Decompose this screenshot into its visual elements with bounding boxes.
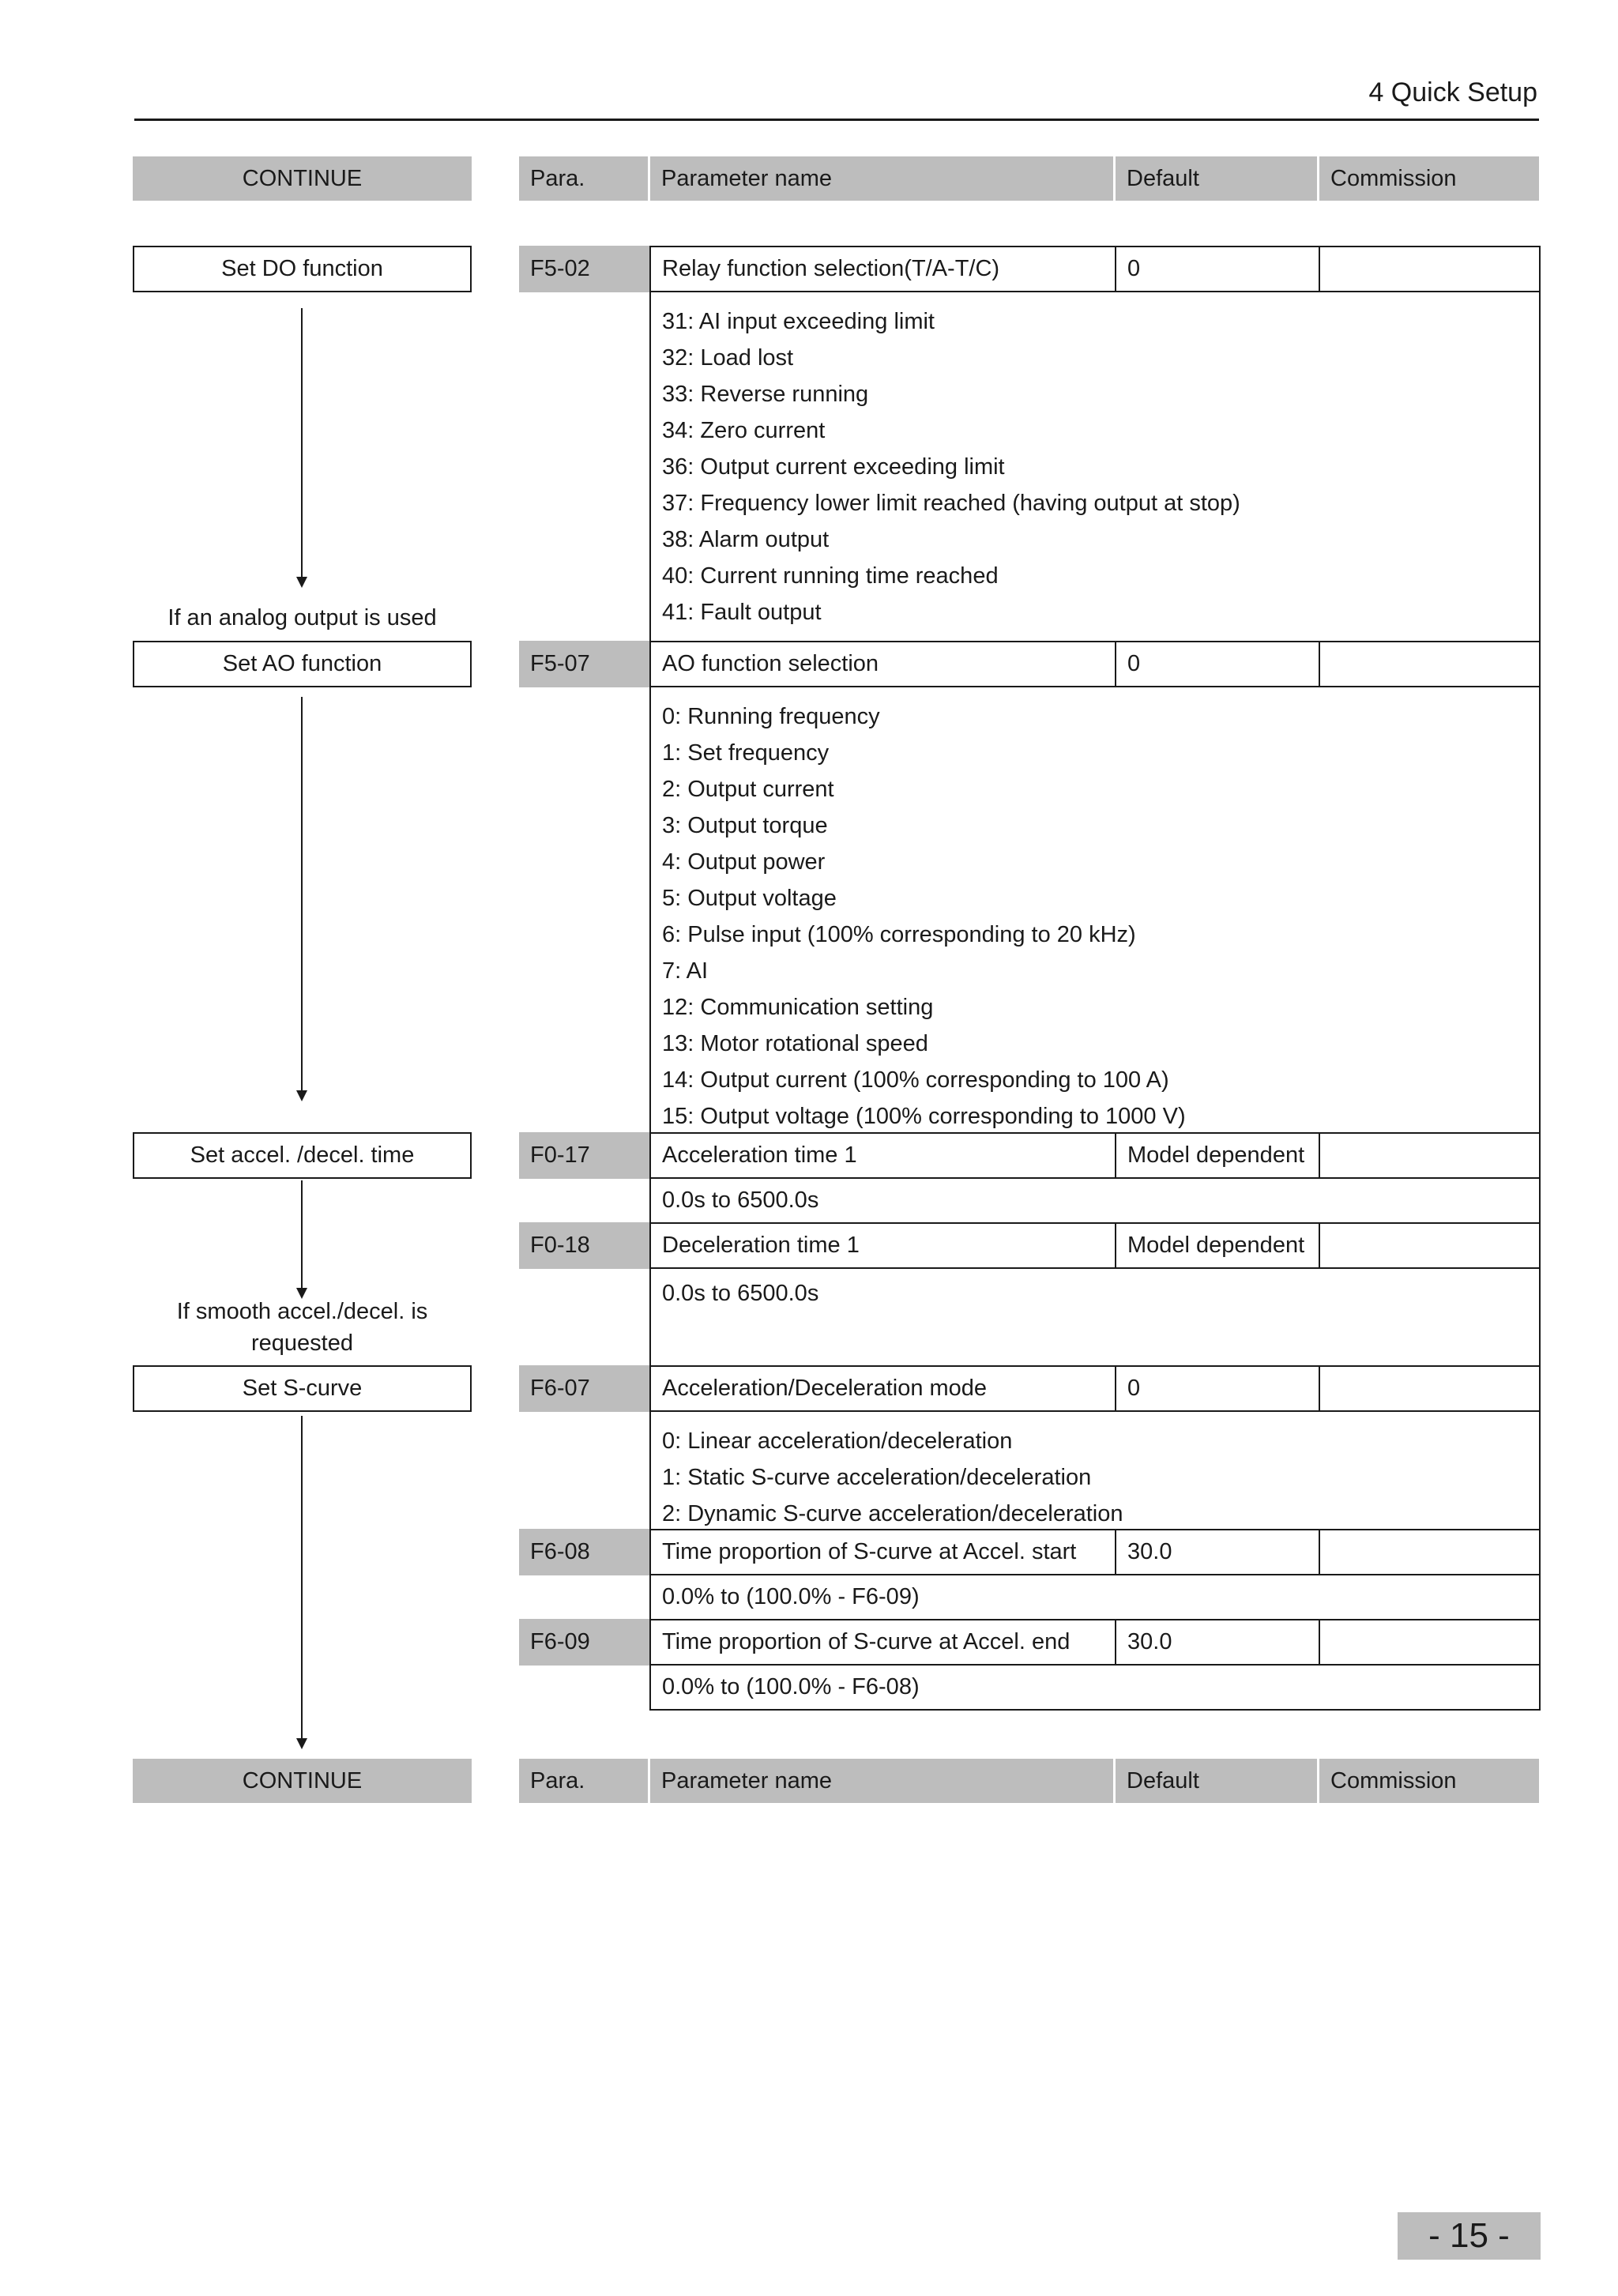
- param-name-f5-02: Relay function selection(T/A-T/C): [649, 246, 1116, 292]
- option-item: 12: Communication setting: [662, 995, 934, 1020]
- option-item: 1: Set frequency: [662, 740, 830, 766]
- flow-arrow-line-2: [301, 697, 303, 1093]
- param-code-f5-07: F5-07: [519, 641, 649, 687]
- flow-arrow-line-3: [301, 1180, 303, 1290]
- flow-arrowhead-2: [296, 1090, 307, 1101]
- param-default-f6-07: 0: [1115, 1365, 1320, 1412]
- flow-step-set-accel-decel: Set accel. /decel. time: [133, 1132, 472, 1179]
- param-options-f6-08: 0.0% to (100.0% - F6-09): [649, 1574, 1541, 1620]
- option-item: 5: Output voltage: [662, 886, 837, 911]
- option-item: 13: Motor rotational speed: [662, 1031, 928, 1056]
- param-name-f0-18: Deceleration time 1: [649, 1222, 1116, 1269]
- flow-arrowhead-1: [296, 577, 307, 588]
- param-name-f0-17: Acceleration time 1: [649, 1132, 1116, 1179]
- option-item: 38: Alarm output: [662, 527, 830, 552]
- param-options-f0-17: 0.0s to 6500.0s: [649, 1177, 1541, 1224]
- param-options-f6-07: [649, 1410, 1541, 1530]
- option-item: 6: Pulse input (100% corresponding to 20 kHz): [662, 922, 1136, 947]
- flow-step-set-s-curve: Set S-curve: [133, 1365, 472, 1412]
- option-item: 1: Static S-curve acceleration/deceleration: [662, 1465, 1092, 1490]
- option-item: 0.0s to 6500.0s: [662, 1281, 819, 1306]
- param-default-f0-18: Model dependent: [1115, 1222, 1320, 1269]
- option-item: 2: Dynamic S-curve acceleration/deceleration: [662, 1501, 1123, 1526]
- continue-label-bottom: CONTINUE: [133, 1759, 472, 1803]
- param-default-f6-08: 30.0: [1115, 1529, 1320, 1575]
- option-item: 40: Current running time reached: [662, 563, 999, 589]
- param-options-f6-09: 0.0% to (100.0% - F6-08): [649, 1664, 1541, 1711]
- param-name-f6-07: Acceleration/Deceleration mode: [649, 1365, 1116, 1412]
- option-item: 14: Output current (100% corresponding to 100 A): [662, 1067, 1169, 1093]
- option-item: 2: Output current: [662, 777, 834, 802]
- flow-step-set-ao: Set AO function: [133, 641, 472, 687]
- param-commission-f6-08: [1319, 1529, 1541, 1575]
- option-item: 34: Zero current: [662, 418, 826, 443]
- column-header-name: Parameter name: [650, 156, 1113, 201]
- option-item: 41: Fault output: [662, 600, 822, 625]
- option-item: 31: AI input exceeding limit: [662, 309, 935, 334]
- param-default-f5-07: 0: [1115, 641, 1320, 687]
- param-commission-f5-07: [1319, 641, 1541, 687]
- flow-arrowhead-4: [296, 1738, 307, 1749]
- option-item: 36: Output current exceeding limit: [662, 454, 1005, 480]
- header-rule: [134, 119, 1539, 121]
- flow-note-analog-output: If an analog output is used: [167, 605, 437, 630]
- param-options-f5-07: [649, 686, 1541, 1134]
- param-code-f0-18: F0-18: [519, 1222, 649, 1269]
- flow-arrow-line-1: [301, 308, 303, 579]
- param-code-f6-09: F6-09: [519, 1619, 649, 1666]
- column-header-default: Default: [1116, 156, 1317, 201]
- column-header-name-bottom: Parameter name: [650, 1759, 1113, 1803]
- page-number: - 15 -: [1398, 2212, 1541, 2260]
- param-default-f5-02: 0: [1115, 246, 1320, 292]
- param-code-f0-17: F0-17: [519, 1132, 649, 1179]
- param-commission-f6-09: [1319, 1619, 1541, 1666]
- option-item: 7: AI: [662, 958, 709, 984]
- param-name-f6-08: Time proportion of S-curve at Accel. start: [649, 1529, 1116, 1575]
- continue-label-top: CONTINUE: [133, 156, 472, 201]
- option-item: 32: Load lost: [662, 345, 794, 371]
- param-code-f6-08: F6-08: [519, 1529, 649, 1575]
- param-default-f6-09: 30.0: [1115, 1619, 1320, 1666]
- param-options-f5-02: [649, 291, 1541, 642]
- param-code-f6-07: F6-07: [519, 1365, 649, 1412]
- flow-note-smooth-accel: If smooth accel./decel. is requested: [176, 1299, 428, 1356]
- option-item: 0: Running frequency: [662, 704, 880, 729]
- option-item: 3: Output torque: [662, 813, 828, 838]
- param-default-f0-17: Model dependent: [1115, 1132, 1320, 1179]
- option-item: 33: Reverse running: [662, 382, 869, 407]
- param-name-f6-09: Time proportion of S-curve at Accel. end: [649, 1619, 1116, 1666]
- param-commission-f5-02: [1319, 246, 1541, 292]
- column-header-default-bottom: Default: [1116, 1759, 1317, 1803]
- flow-step-set-do: Set DO function: [133, 246, 472, 292]
- param-name-f5-07: AO function selection: [649, 641, 1116, 687]
- option-item: 4: Output power: [662, 849, 826, 875]
- flow-arrow-line-4: [301, 1416, 303, 1741]
- param-commission-f6-07: [1319, 1365, 1541, 1412]
- option-item: 0: Linear acceleration/deceleration: [662, 1428, 1013, 1454]
- param-code-f5-02: F5-02: [519, 246, 649, 292]
- param-commission-f0-18: [1319, 1222, 1541, 1269]
- column-header-commission-bottom: Commission: [1319, 1759, 1539, 1803]
- section-title: 4 Quick Setup: [1368, 77, 1537, 107]
- param-commission-f0-17: [1319, 1132, 1541, 1179]
- column-header-commission: Commission: [1319, 156, 1539, 201]
- param-options-f0-18: [649, 1267, 1541, 1367]
- option-item: 37: Frequency lower limit reached (having output at stop): [662, 491, 1240, 516]
- column-header-para: Para.: [519, 156, 648, 201]
- option-item: 15: Output voltage (100% corresponding to 1000 V): [662, 1104, 1186, 1129]
- column-header-para-bottom: Para.: [519, 1759, 648, 1803]
